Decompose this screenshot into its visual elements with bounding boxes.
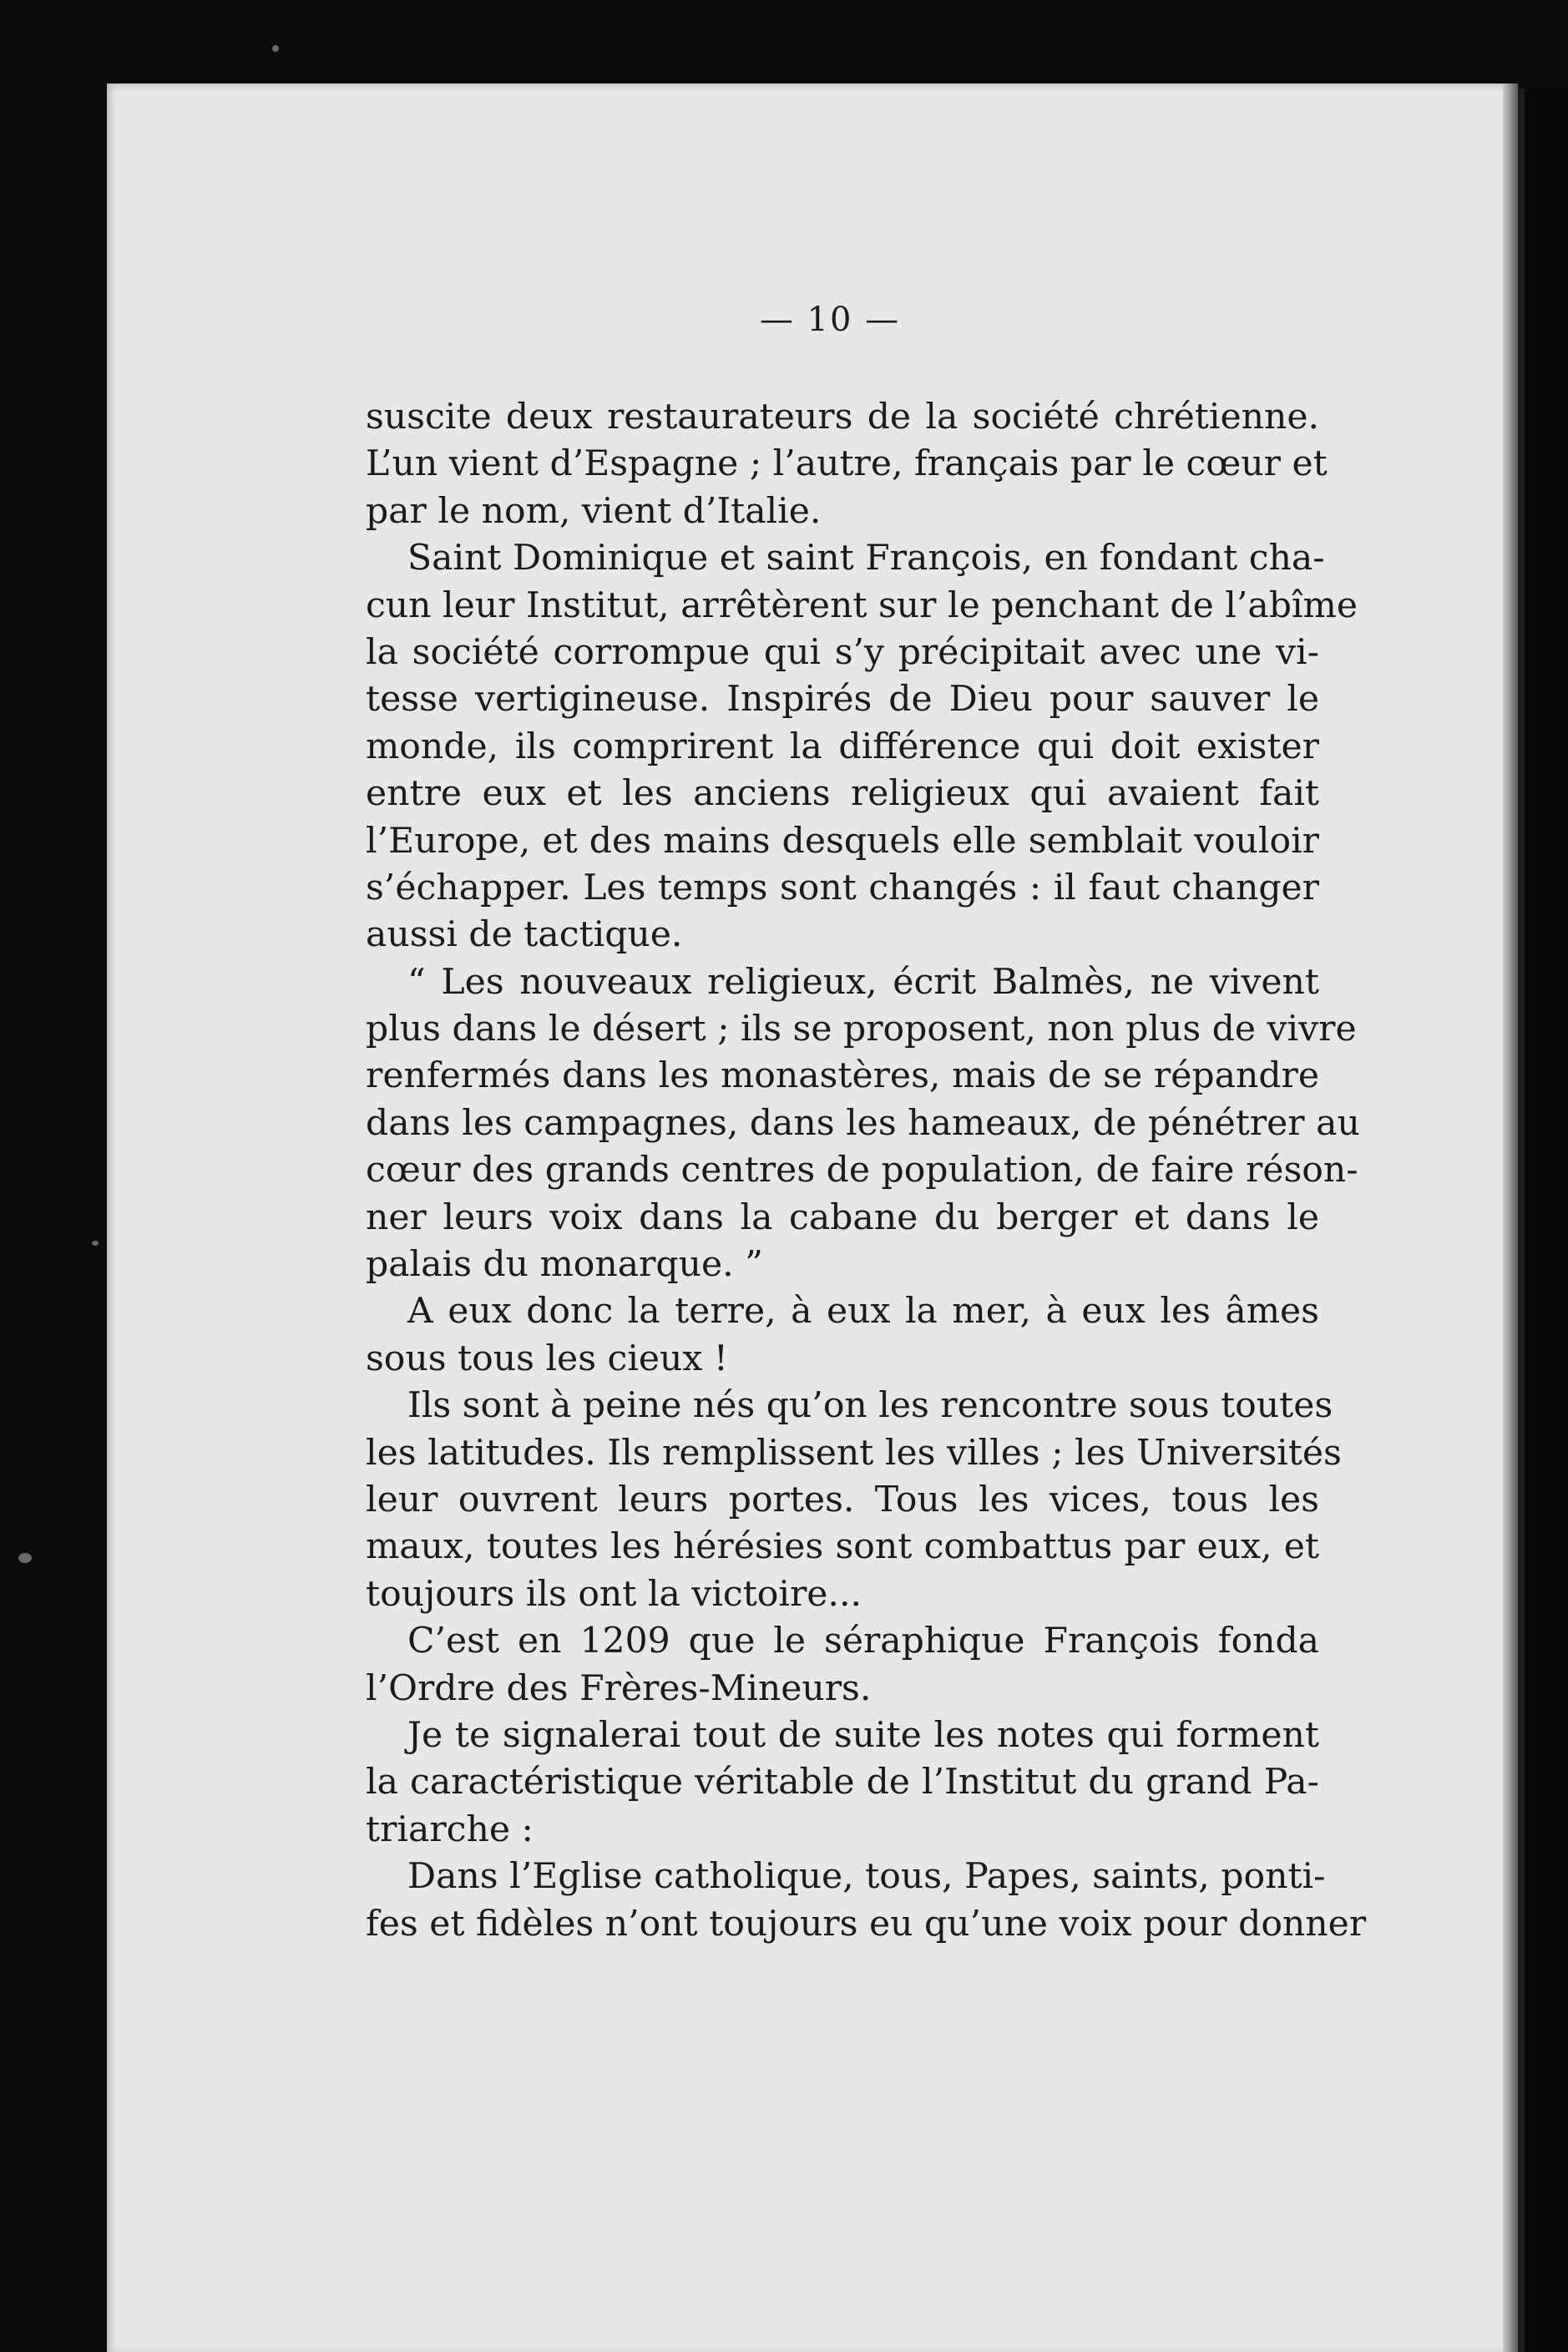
text-line: tesse vertigineuse. Inspirés de Dieu pour sauver le: [366, 679, 1319, 721]
text-line: renfermés dans les monastères, mais de se répandre: [366, 1055, 1319, 1097]
page-number: — 10 —: [759, 301, 901, 339]
text-line: leur ouvrent leurs portes. Tous les vices, tous les: [366, 1479, 1319, 1520]
scan-speck: [18, 1553, 32, 1563]
text-line: l’Europe, et des mains desquels elle semblait vouloir: [366, 820, 1319, 862]
text-line: A eux donc la terre, à eux la mer, à eux les âmes: [407, 1291, 1319, 1333]
text-line: plus dans le désert ; ils se proposent, non plus de vivre: [366, 1009, 1357, 1050]
text-line: cœur des grands centres de population, de faire réson-: [366, 1150, 1358, 1191]
text-line: dans les campagnes, dans les hameaux, de pénétrer au: [366, 1102, 1360, 1144]
text-line: ner leurs voix dans la cabane du berger et dans le: [366, 1196, 1319, 1238]
scan-speck: [92, 1241, 99, 1246]
text-line: s’échapper. Les temps sont changés : il faut changer: [366, 867, 1319, 908]
text-line: Saint Dominique et saint François, en fondant cha-: [407, 538, 1325, 579]
text-line: l’Ordre des Frères-Mineurs.: [366, 1667, 872, 1709]
text-line: monde, ils comprirent la différence qui doit exister: [366, 726, 1319, 767]
text-line: les latitudes. Ils remplissent les villes ; les Universités: [366, 1432, 1342, 1474]
text-line: maux, toutes les hérésies sont combattus par eux, et: [366, 1526, 1319, 1568]
text-line: Dans l’Eglise catholique, tous, Papes, saints, ponti-: [407, 1856, 1326, 1898]
text-line: toujours ils ont la victoire...: [366, 1573, 862, 1615]
text-line: la société corrompue qui s’y précipitait avec une vi-: [366, 631, 1319, 673]
text-line: C’est en 1209 que le séraphique François fonda: [407, 1621, 1319, 1662]
text-line: entre eux et les anciens religieux qui avaient fait: [366, 773, 1319, 815]
text-line: triarche :: [366, 1808, 534, 1850]
text-line: sous tous les cieux !: [366, 1338, 728, 1379]
text-line: “ Les nouveaux religieux, écrit Balmès, ne vivent: [407, 961, 1319, 1003]
page-binding-shadow: [1503, 83, 1518, 2352]
text-line: L’un vient d’Espagne ; l’autre, français par le cœur et: [366, 443, 1328, 485]
text-line: palais du monarque. ”: [366, 1244, 763, 1286]
text-line: cun leur Institut, arrêtèrent sur le penchant de l’abîme: [366, 584, 1358, 626]
text-line: Ils sont à peine nés qu’on les rencontre sous toutes: [407, 1385, 1333, 1427]
text-line: aussi de tactique.: [366, 914, 683, 956]
text-line: suscite deux restaurateurs de la société chrétienne.: [366, 397, 1319, 438]
text-line: Je te signalerai tout de suite les notes qui forment: [407, 1714, 1319, 1756]
text-line: la caractéristique véritable de l’Institut du grand Pa-: [366, 1762, 1319, 1803]
next-page-edge: [1518, 89, 1568, 2352]
scan-speck: [272, 45, 279, 52]
text-line: par le nom, vient d’Italie.: [366, 490, 822, 532]
body-text: [366, 394, 1367, 1948]
text-line: fes et fidèles n’ont toujours eu qu’une voix pour donner: [366, 1903, 1367, 1945]
